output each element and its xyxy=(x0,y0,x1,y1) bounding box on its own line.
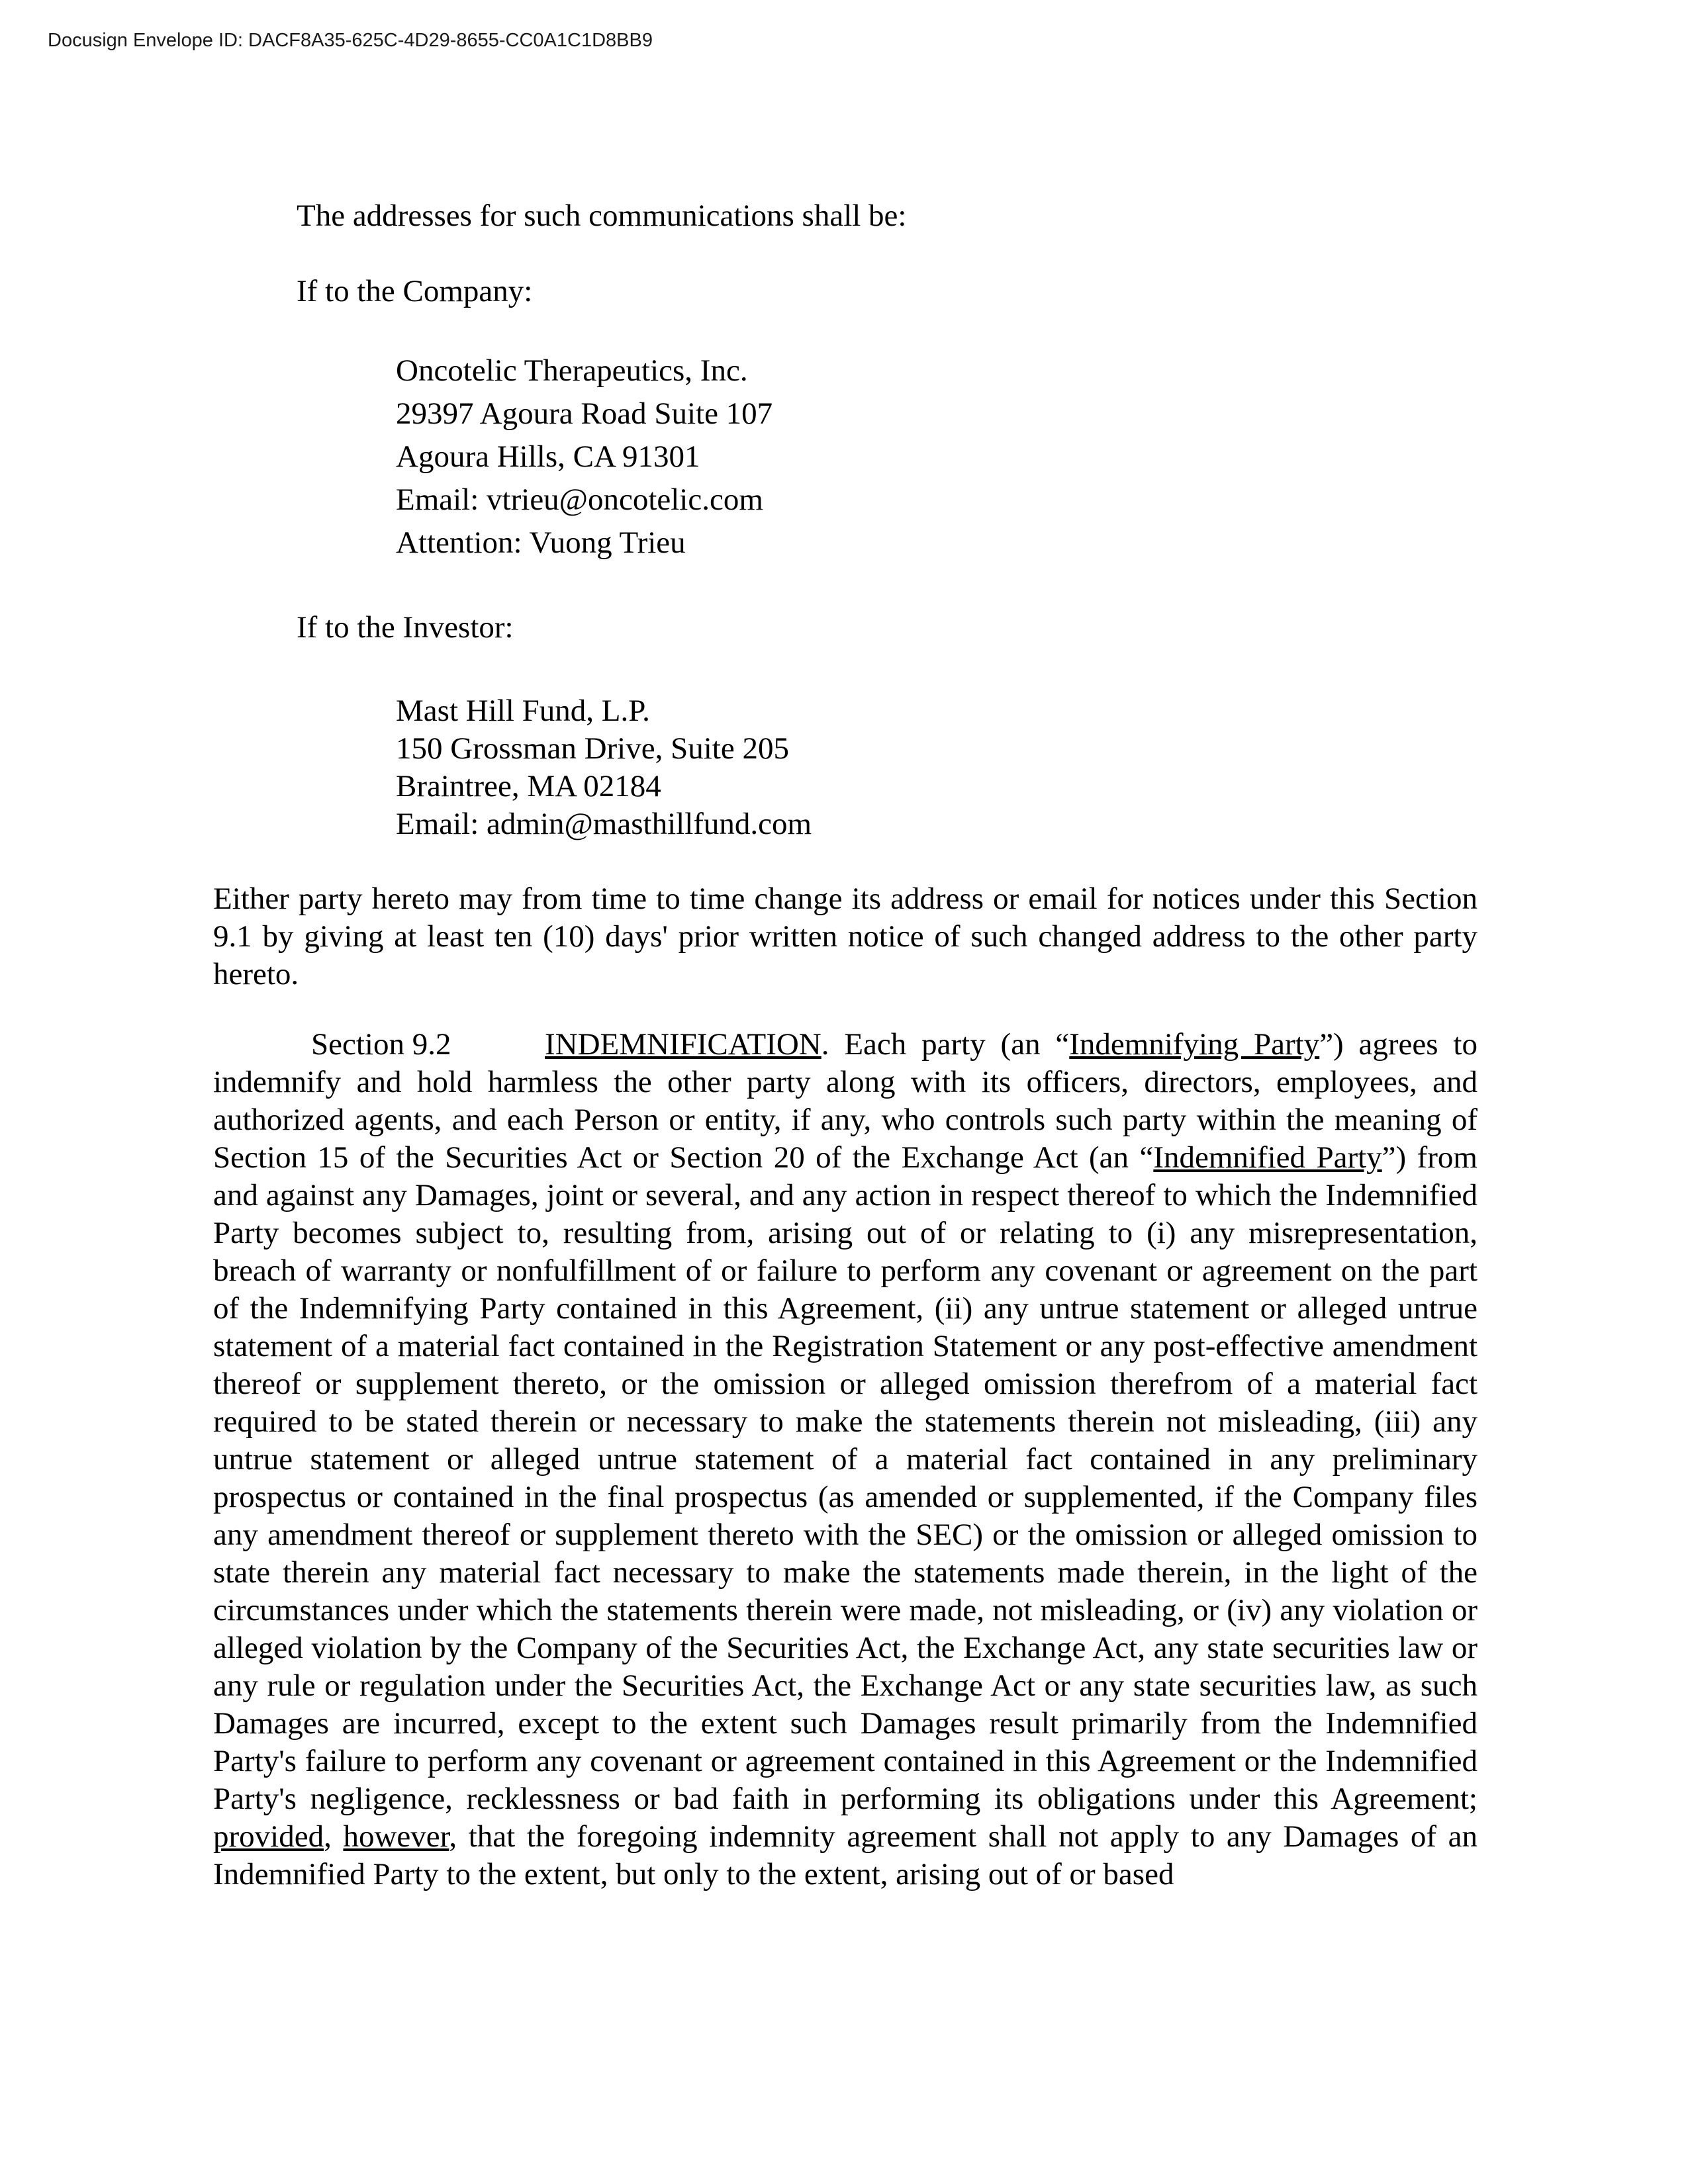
term-provided: provided xyxy=(213,1819,324,1854)
docusign-envelope-id: Docusign Envelope ID: DACF8A35-625C-4D29-8655-CC0A1C1D8BB9 xyxy=(48,30,653,51)
change-notice-paragraph: Either party hereto may from time to time change its address or email for notices under this Section 9.1 by giving at least ten (10) days' prior written notice of such changed address to the other party hereto. xyxy=(213,882,1477,991)
investor-street: 150 Grossman Drive, Suite 205 xyxy=(396,731,789,766)
section-title: INDEMNIFICATION xyxy=(545,1027,821,1062)
addresses-intro: The addresses for such communications shall be: xyxy=(297,199,907,233)
term-indemnified-party: Indemnified Party xyxy=(1153,1140,1382,1175)
company-city: Agoura Hills, CA 91301 xyxy=(396,439,700,474)
section-text-3: , that the foregoing indemnity agreement shall not apply to any Damages of an Indemnified Party to the extent, but only to the extent, arising out of or based xyxy=(213,1819,1477,1891)
section-text-1: ”) agrees to indemnify and hold harmless the other party along with its officers, directors, employees, and authorized agents, and each Person or entity, if any, who controls such party within the meaning of Section 15 of the Securities Act or Section 20 of the Exchange Act (an “ xyxy=(213,1027,1477,1175)
section-9-2-paragraph xyxy=(213,1026,1477,1893)
investor-city: Braintree, MA 02184 xyxy=(396,769,661,803)
term-however: however xyxy=(343,1819,449,1854)
section-text-lead: . Each party (an “ xyxy=(821,1027,1070,1062)
investor-heading: If to the Investor: xyxy=(297,610,514,645)
investor-name: Mast Hill Fund, L.P. xyxy=(396,694,650,728)
company-heading: If to the Company: xyxy=(297,274,533,308)
section-comma: , xyxy=(324,1819,344,1854)
term-indemnifying-party: Indemnifying Party xyxy=(1069,1027,1320,1062)
section-number: Section 9.2 xyxy=(311,1027,451,1062)
investor-email: Email: admin@masthillfund.com xyxy=(396,807,812,841)
company-attention: Attention: Vuong Trieu xyxy=(396,525,686,560)
company-name: Oncotelic Therapeutics, Inc. xyxy=(396,353,748,388)
company-street: 29397 Agoura Road Suite 107 xyxy=(396,396,773,431)
investor-address-block xyxy=(396,692,812,843)
section-text-2: ”) from and against any Damages, joint or several, and any action in respect thereof to which the Indemnified Party becomes subject to, resulting from, arising out of or relating to (i) any misrepresentation, breach of warranty or nonfulfillment of or failure to perform any covenant or agreement on the part of the Indemnifying Party contained in this Agreement, (ii) any untrue statement or alleged untrue statement of a material fact contained in the Registration Statement or any post-effective amendment thereof or supplement thereto, or the omission or alleged omission therefrom of a material fact required to be stated therein or necessary to make the statements therein not misleading, (iii) any untrue statement or alleged untrue statement of a material fact contained in any preliminary prospectus or contained in the final prospectus (as amended or supplemented, if the Company files any amendment thereof or supplement thereto with the SEC) or the omission or alleged omission to state therein any material fact necessary to make the statements made therein, in the light of the circumstances under which the statements therein were made, not misleading, or (iv) any violation or alleged violation by the Company of the Securities Act, the Exchange Act, any state securities law or any rule or regulation under the Securities Act, the Exchange Act or any state securities law, as such Damages are incurred, except to the extent such Damages result primarily from the Indemnified Party's failure to perform any covenant or agreement contained in this Agreement or the Indemnified Party's negligence, recklessness or bad faith in performing its obligations under this Agreement; xyxy=(213,1140,1477,1816)
company-address-block xyxy=(396,349,773,565)
company-email: Email: vtrieu@oncotelic.com xyxy=(396,482,763,517)
